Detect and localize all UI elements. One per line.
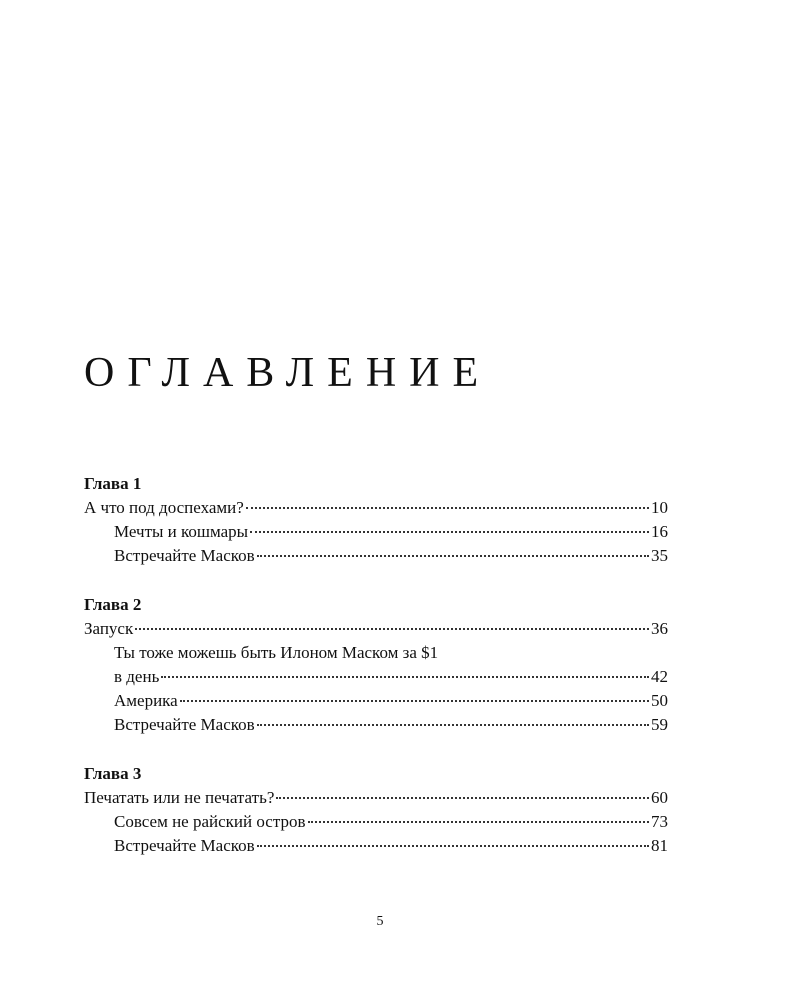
dot-leader xyxy=(276,796,649,799)
chapter-heading: Глава 1 xyxy=(84,474,142,493)
toc-subentry[interactable] xyxy=(84,834,668,858)
entry-page-number: 42 xyxy=(651,667,668,686)
toc-subentry[interactable] xyxy=(84,689,668,713)
entry-label: Мечты и кошмары xyxy=(114,522,249,541)
entry-label: Печатать или не печатать? xyxy=(84,788,275,807)
dot-leader xyxy=(257,723,649,726)
toc-subentry[interactable] xyxy=(84,520,668,544)
dot-leader xyxy=(135,627,649,630)
chapter-2 xyxy=(84,593,668,737)
page-number: 5 xyxy=(376,914,384,929)
entry-label: Встречайте Масков xyxy=(114,715,255,734)
dot-leader xyxy=(308,820,650,823)
entry-page-number: 10 xyxy=(651,498,668,517)
entry-page-number: 59 xyxy=(651,715,668,734)
entry-page-number: 81 xyxy=(651,836,668,855)
dot-leader xyxy=(246,506,649,509)
table-of-contents xyxy=(84,472,668,883)
entry-label: Встречайте Масков xyxy=(114,836,255,855)
entry-page-number: 36 xyxy=(651,619,668,638)
dot-leader xyxy=(250,530,649,533)
dot-leader xyxy=(180,699,649,702)
toc-entry[interactable] xyxy=(84,617,668,641)
chapter-1 xyxy=(84,472,668,568)
entry-label: Совсем не райский остров xyxy=(114,812,306,831)
entry-label: А что под доспехами? xyxy=(84,498,244,517)
page-title: ОГЛАВЛЕНИЕ xyxy=(84,350,492,396)
toc-subentry[interactable] xyxy=(84,544,668,568)
entry-label-first-line: Ты тоже можешь быть Илоном Маском за $1 xyxy=(114,643,439,662)
toc-entry[interactable] xyxy=(84,496,668,520)
toc-subentry[interactable] xyxy=(84,713,668,737)
chapter-3 xyxy=(84,762,668,858)
entry-page-number: 50 xyxy=(651,691,668,710)
entry-page-number: 60 xyxy=(651,788,668,807)
entry-page-number: 35 xyxy=(651,546,668,565)
entry-label: Америка xyxy=(114,691,178,710)
entry-label: в день xyxy=(114,667,160,686)
toc-entry[interactable] xyxy=(84,786,668,810)
chapter-heading: Глава 2 xyxy=(84,595,142,614)
entry-page-number: 73 xyxy=(651,812,668,831)
dot-leader xyxy=(257,844,649,847)
toc-subentry[interactable] xyxy=(84,665,668,689)
dot-leader xyxy=(257,554,649,557)
entry-page-number: 16 xyxy=(651,522,668,541)
entry-label: Встречайте Масков xyxy=(114,546,255,565)
dot-leader xyxy=(161,675,649,678)
entry-label: Запуск xyxy=(84,619,134,638)
chapter-heading: Глава 3 xyxy=(84,764,142,783)
toc-subentry[interactable] xyxy=(84,810,668,834)
